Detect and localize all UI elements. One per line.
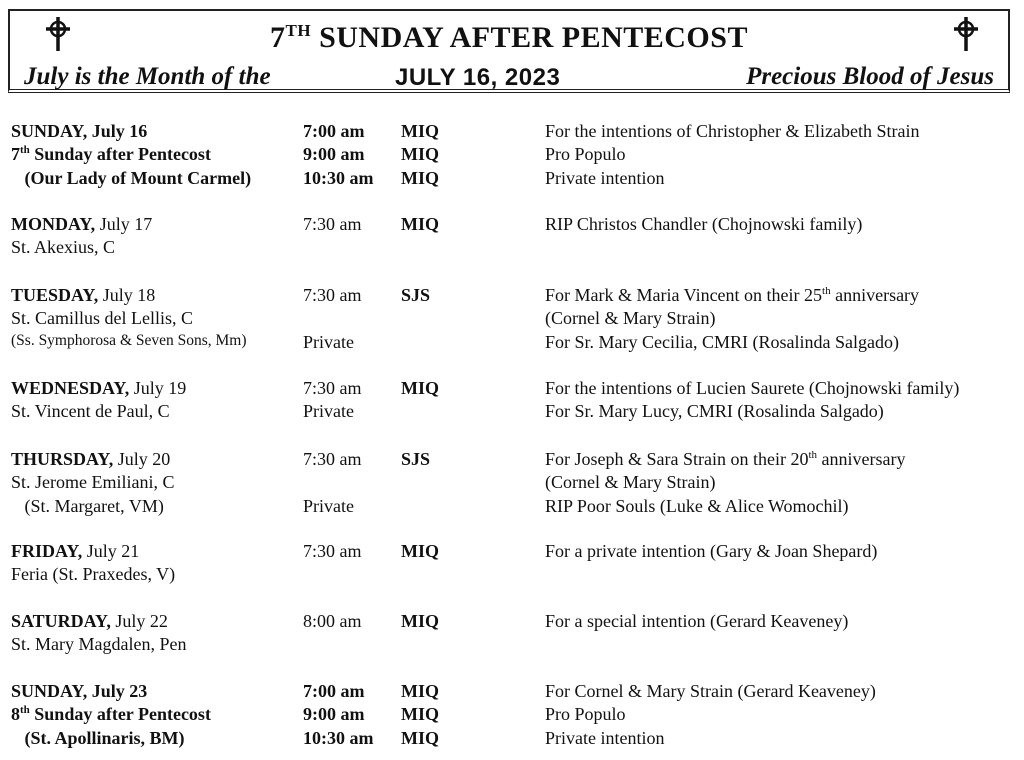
mass-intention: For the intentions of Christopher & Elizabeth Strain [545,121,920,141]
schedule-row [0,237,1024,260]
schedule-row [0,634,1024,657]
mass-intention: Pro Populo [545,144,626,165]
day-label: 8th Sunday after Pentecost [11,704,211,725]
mass-location: MIQ [401,681,439,701]
mass-intention: RIP Poor Souls (Luke & Alice Womochil) [545,495,849,516]
mass-time: 10:30 am [303,727,374,748]
schedule-row [0,285,1024,308]
schedule-row [0,121,1024,144]
mass-time: 7:30 am [303,541,362,561]
mass-time: Private [303,401,354,422]
mass-time: 9:00 am [303,144,365,165]
mass-time: 7:30 am [303,285,362,305]
mass-intention: For a special intention (Gerard Keaveney) [545,611,849,631]
mass-location: SJS [401,449,431,469]
month-dedication-right: Precious Blood of Jesus [746,63,994,90]
day-label: (St. Margaret, VM) [11,495,164,516]
mass-time: 7:30 am [303,449,362,469]
mass-time: 10:30 am [303,167,374,188]
mass-intention: (Cornel & Mary Strain) [545,472,716,493]
schedule-row [0,449,1024,472]
day-label: (St. Apollinaris, BM) [11,727,185,748]
schedule-row [0,541,1024,564]
mass-location: MIQ [401,704,439,725]
day-label: MONDAY, July 17 [11,214,153,234]
day-label: FRIDAY, July 21 [11,541,140,561]
mass-location: SJS [401,285,431,305]
mass-intention: For Sr. Mary Cecilia, CMRI (Rosalinda Salgado) [545,331,899,352]
schedule-row [0,308,1024,331]
schedule-row [0,681,1024,704]
mass-intention: For Cornel & Mary Strain (Gerard Keaveney) [545,681,876,701]
schedule-row [0,332,1024,355]
schedule-row [0,214,1024,237]
day-label: St. Mary Magdalen, Pen [11,634,187,655]
schedule-row [0,472,1024,495]
schedule-row [0,611,1024,634]
mass-location: MIQ [401,121,439,141]
day-label: St. Jerome Emiliani, C [11,472,175,493]
day-label: (Ss. Symphorosa & Seven Sons, Mm) [11,331,247,349]
mass-intention: (Cornel & Mary Strain) [545,308,716,329]
mass-time: 7:00 am [303,681,365,701]
day-label: St. Akexius, C [11,237,116,258]
day-label: (Our Lady of Mount Carmel) [11,167,252,188]
day-label: SUNDAY, July 23 [11,681,148,701]
day-label: WEDNESDAY, July 19 [11,378,187,398]
mass-location: MIQ [401,144,439,165]
month-dedication-left: July is the Month of the [24,63,271,90]
day-label: TUESDAY, July 18 [11,285,156,305]
mass-time: 9:00 am [303,704,365,725]
mass-location: MIQ [401,541,439,561]
mass-intention: For the intentions of Lucien Saurete (Chojnowski family) [545,378,960,398]
schedule-row [0,728,1024,751]
mass-location: MIQ [401,378,439,398]
schedule-row [0,378,1024,401]
mass-intention: Pro Populo [545,704,626,725]
schedule-row [0,564,1024,587]
mass-location: MIQ [401,727,439,748]
schedule-row [0,401,1024,424]
mass-time: Private [303,495,354,516]
day-label: SUNDAY, July 16 [11,121,148,141]
page-title: 7TH SUNDAY AFTER PENTECOST [270,21,748,54]
mass-location: MIQ [401,611,439,631]
mass-location: MIQ [401,167,439,188]
mass-time: 7:30 am [303,214,362,234]
day-label: St. Vincent de Paul, C [11,401,170,422]
schedule-row [0,704,1024,727]
mass-time: 8:00 am [303,611,362,631]
mass-time: 7:00 am [303,121,365,141]
schedule-row [0,144,1024,167]
schedule-row [0,496,1024,519]
day-label: THURSDAY, July 20 [11,449,171,469]
day-label: St. Camillus del Lellis, C [11,308,194,329]
mass-location: MIQ [401,214,439,234]
mass-intention: Private intention [545,167,665,188]
day-label: Feria (St. Praxedes, V) [11,564,176,585]
mass-intention: For a private intention (Gary & Joan Shepard) [545,541,878,561]
bulletin-date: JULY 16, 2023 [395,64,561,91]
day-label: 7th Sunday after Pentecost [11,144,211,165]
mass-intention: For Joseph & Sara Strain on their 20th anniversary [545,449,906,469]
day-label: SATURDAY, July 22 [11,611,168,631]
mass-time: Private [303,331,354,352]
mass-intention: Private intention [545,727,665,748]
mass-intention: For Mark & Maria Vincent on their 25th anniversary [545,285,920,305]
mass-intention: For Sr. Mary Lucy, CMRI (Rosalinda Salgado) [545,401,884,422]
mass-intention: RIP Christos Chandler (Chojnowski family) [545,214,863,234]
schedule-row [0,168,1024,191]
mass-time: 7:30 am [303,378,362,398]
